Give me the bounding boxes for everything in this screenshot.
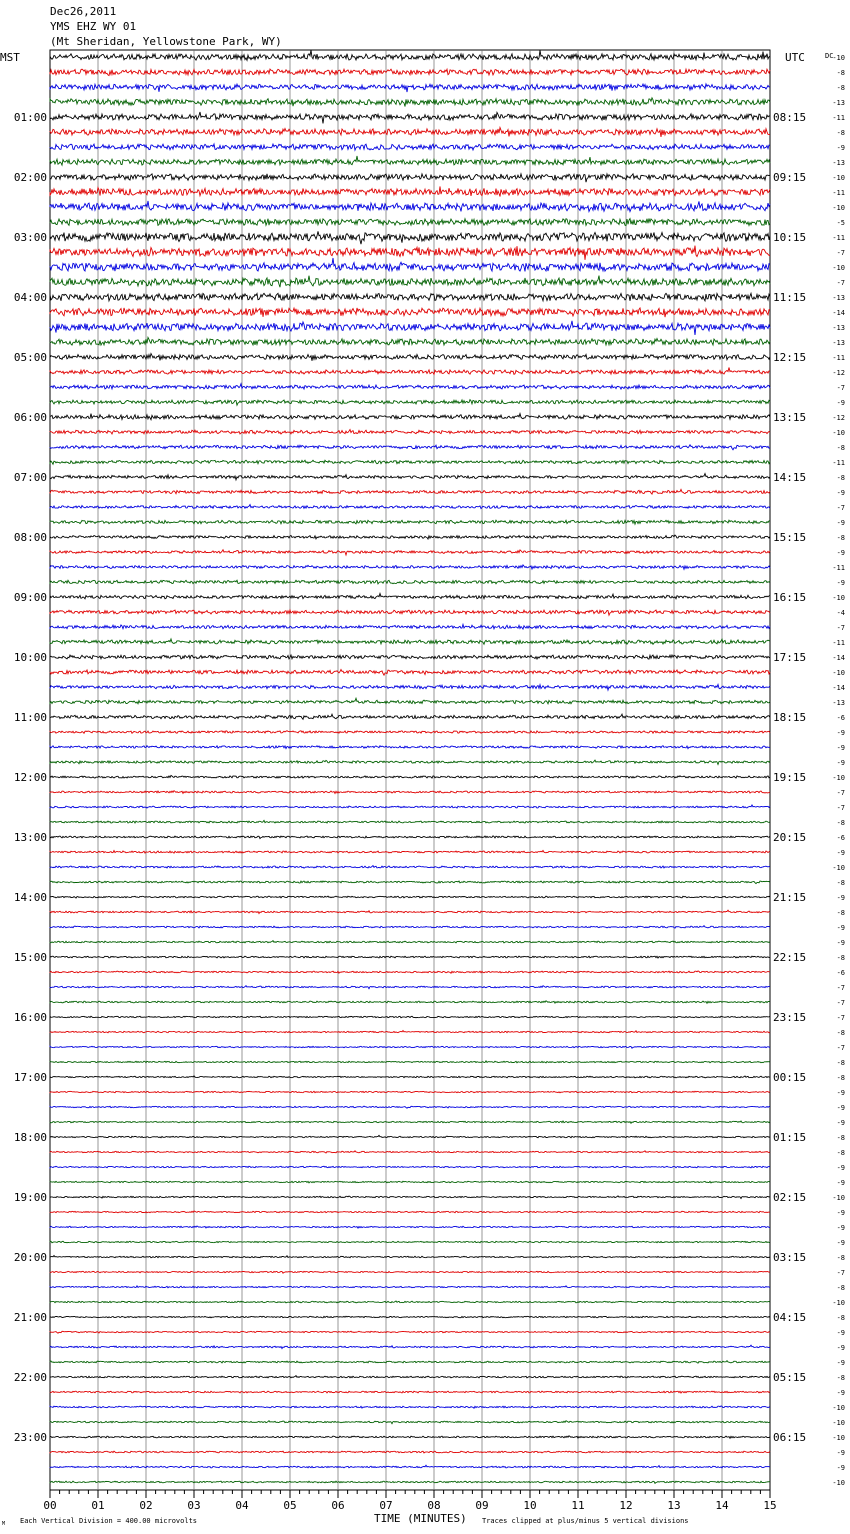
dc-offset-34: -11	[832, 564, 845, 572]
trace-23	[50, 400, 770, 406]
mst-hour-09:00: 09:00	[13, 591, 47, 604]
dc-offset-88: -8	[836, 1374, 845, 1382]
trace-16	[50, 293, 770, 301]
mst-hour-19:00: 19:00	[13, 1191, 47, 1204]
trace-30	[50, 505, 770, 509]
mst-hour-08:00: 08:00	[13, 531, 47, 544]
utc-hour-01:15: 01:15	[773, 1131, 807, 1144]
dc-offset-7: -13	[832, 159, 845, 167]
x-tick-label-02: 02	[139, 1499, 153, 1512]
dc-offset-49: -7	[836, 789, 845, 797]
utc-hour-03:15: 03:15	[773, 1251, 807, 1264]
mst-hour-14:00: 14:00	[13, 891, 47, 904]
trace-35	[50, 580, 770, 584]
dc-offset-56: -9	[836, 894, 845, 902]
dc-offset-58: -9	[836, 924, 845, 932]
mst-hour-03:00: 03:00	[13, 231, 47, 244]
x-axis-tick-labels	[43, 1499, 776, 1512]
trace-10	[50, 201, 770, 212]
utc-hour-04:15: 04:15	[773, 1311, 807, 1324]
trace-47	[50, 760, 770, 764]
dc-offset-68: -8	[836, 1074, 845, 1082]
mst-hour-02:00: 02:00	[13, 171, 47, 184]
utc-hour-13:15: 13:15	[773, 411, 807, 424]
trace-18	[50, 321, 770, 335]
dc-offset-39: -11	[832, 639, 845, 647]
trace-76	[50, 1196, 770, 1199]
mst-hour-17:00: 17:00	[13, 1071, 47, 1084]
utc-hour-18:15: 18:15	[773, 711, 807, 724]
trace-50	[50, 805, 770, 808]
trace-74	[50, 1166, 770, 1168]
x-tick-label-05: 05	[283, 1499, 297, 1512]
trace-3	[50, 98, 770, 107]
mst-hour-11:00: 11:00	[13, 711, 47, 724]
trace-89	[50, 1391, 770, 1393]
utc-hour-labels	[773, 111, 806, 1444]
x-tick-label-09: 09	[475, 1499, 489, 1512]
dc-offset-73: -8	[836, 1149, 845, 1157]
dc-offset-78: -9	[836, 1224, 845, 1232]
trace-17	[50, 308, 770, 317]
trace-36	[50, 593, 770, 598]
dc-offset-37: -4	[836, 609, 845, 617]
trace-52	[50, 836, 770, 839]
trace-14	[50, 258, 770, 271]
clip-note: Traces clipped at plus/minus 5 vertical divisions	[482, 1517, 689, 1525]
dc-offset-93: -9	[836, 1449, 845, 1457]
dc-offset-57: -8	[836, 909, 845, 917]
utc-hour-15:15: 15:15	[773, 531, 807, 544]
trace-48	[50, 775, 770, 778]
trace-92	[50, 1436, 770, 1439]
mst-hour-10:00: 10:00	[13, 651, 47, 664]
utc-hour-17:15: 17:15	[773, 651, 807, 664]
dc-offset-22: -7	[836, 384, 845, 392]
utc-hour-08:15: 08:15	[773, 111, 807, 124]
dc-offset-61: -6	[836, 969, 845, 977]
dc-offset-36: -10	[832, 594, 845, 602]
trace-19	[50, 337, 770, 345]
dc-offset-19: -13	[832, 339, 845, 347]
trace-40	[50, 655, 770, 659]
trace-38	[50, 624, 770, 629]
dc-label: DC	[825, 52, 834, 60]
trace-59	[50, 941, 770, 943]
mst-hour-05:00: 05:00	[13, 351, 47, 364]
dc-offset-12: -11	[832, 234, 845, 242]
trace-63	[50, 1001, 770, 1004]
location-title: (Mt Sheridan, Yellowstone Park, WY)	[50, 35, 282, 48]
dc-offset-2: -8	[836, 84, 845, 92]
dc-offset-27: -11	[832, 459, 845, 467]
trace-39	[50, 639, 770, 644]
dc-offset-54: -10	[832, 864, 845, 872]
trace-33	[50, 550, 770, 555]
dc-offset-9: -11	[832, 189, 845, 197]
x-axis-title: TIME (MINUTES)	[374, 1512, 467, 1525]
trace-85	[50, 1331, 770, 1333]
trace-79	[50, 1241, 770, 1243]
date-title: Dec26,2011	[50, 5, 117, 18]
x-tick-label-06: 06	[331, 1499, 345, 1512]
dc-offset-18: -13	[832, 324, 845, 332]
trace-77	[50, 1211, 770, 1213]
x-tick-label-01: 01	[91, 1499, 105, 1512]
dc-offset-45: -9	[836, 729, 845, 737]
dc-offset-21: -12	[832, 369, 845, 377]
trace-42	[50, 685, 770, 691]
mst-hour-04:00: 04:00	[13, 291, 47, 304]
utc-hour-14:15: 14:15	[773, 471, 807, 484]
dc-offset-42: -14	[832, 684, 845, 692]
dc-offset-13: -7	[836, 249, 845, 257]
dc-offset-64: -7	[836, 1014, 845, 1022]
mst-hour-12:00: 12:00	[13, 771, 47, 784]
dc-offset-8: -10	[832, 174, 845, 182]
trace-9	[50, 186, 770, 196]
trace-58	[50, 926, 770, 929]
dc-offset-86: -9	[836, 1344, 845, 1352]
dc-offset-28: -8	[836, 474, 845, 482]
dc-offset-81: -7	[836, 1269, 845, 1277]
trace-46	[50, 746, 770, 749]
trace-80	[50, 1255, 770, 1257]
dc-offset-14: -10	[832, 264, 845, 272]
dc-offset-26: -8	[836, 444, 845, 452]
dc-offset-91: -10	[832, 1419, 845, 1427]
dc-offset-72: -8	[836, 1134, 845, 1142]
trace-66	[50, 1046, 770, 1048]
trace-37	[50, 610, 770, 615]
trace-29	[50, 489, 770, 494]
dc-offset-16: -13	[832, 294, 845, 302]
corner-mark: M	[2, 1521, 6, 1527]
dc-offset-43: -13	[832, 699, 845, 707]
dc-offset-75: -9	[836, 1179, 845, 1187]
dc-offset-60: -8	[836, 954, 845, 962]
trace-4	[50, 112, 770, 123]
x-tick-label-12: 12	[619, 1499, 633, 1512]
trace-51	[50, 820, 770, 823]
trace-6	[50, 144, 770, 150]
trace-57	[50, 910, 770, 913]
dc-offset-46: -9	[836, 744, 845, 752]
mst-hour-labels	[14, 111, 47, 1444]
trace-95	[50, 1481, 770, 1483]
trace-34	[50, 565, 770, 569]
trace-13	[50, 246, 770, 260]
trace-21	[50, 367, 770, 374]
trace-71	[50, 1121, 770, 1123]
dc-offset-83: -10	[832, 1299, 845, 1307]
dc-offset-71: -9	[836, 1119, 845, 1127]
utc-hour-05:15: 05:15	[773, 1371, 807, 1384]
dc-offset-25: -10	[832, 429, 845, 437]
x-tick-label-14: 14	[715, 1499, 729, 1512]
dc-offset-15: -7	[836, 279, 845, 287]
mst-label: MST	[0, 51, 20, 64]
dc-offset-87: -9	[836, 1359, 845, 1367]
trace-25	[50, 430, 770, 434]
dc-offset-51: -8	[836, 819, 845, 827]
trace-75	[50, 1181, 770, 1183]
trace-91	[50, 1421, 770, 1424]
x-tick-label-11: 11	[571, 1499, 585, 1512]
trace-64	[50, 1016, 770, 1018]
dc-offset-38: -7	[836, 624, 845, 632]
dc-offset-89: -9	[836, 1389, 845, 1397]
mst-hour-22:00: 22:00	[13, 1371, 47, 1384]
dc-offset-40: -14	[832, 654, 845, 662]
dc-offset-53: -9	[836, 849, 845, 857]
dc-offset-80: -8	[836, 1254, 845, 1262]
trace-55	[50, 881, 770, 884]
mst-hour-13:00: 13:00	[13, 831, 47, 844]
dc-offset-44: -6	[836, 714, 845, 722]
trace-12	[50, 231, 770, 244]
dc-offset-69: -9	[836, 1089, 845, 1097]
trace-82	[50, 1286, 770, 1288]
utc-hour-06:15: 06:15	[773, 1431, 807, 1444]
dc-offset-29: -9	[836, 489, 845, 497]
dc-offset-92: -10	[832, 1434, 845, 1442]
trace-78	[50, 1226, 770, 1228]
trace-49	[50, 791, 770, 794]
dc-offset-55: -8	[836, 879, 845, 887]
trace-87	[50, 1361, 770, 1364]
x-tick-label-15: 15	[763, 1499, 777, 1512]
trace-11	[50, 218, 770, 225]
trace-73	[50, 1151, 770, 1153]
dc-offset-84: -8	[836, 1314, 845, 1322]
dc-offset-24: -12	[832, 414, 845, 422]
mst-hour-15:00: 15:00	[13, 951, 47, 964]
trace-94	[50, 1465, 770, 1468]
trace-62	[50, 986, 770, 989]
dc-offset-35: -9	[836, 579, 845, 587]
dc-offset-63: -7	[836, 999, 845, 1007]
x-tick-label-03: 03	[187, 1499, 201, 1512]
trace-60	[50, 956, 770, 958]
utc-label: UTC	[785, 51, 805, 64]
dc-offset-82: -8	[836, 1284, 845, 1292]
dc-offset-20: -11	[832, 354, 845, 362]
dc-offset-90: -10	[832, 1404, 845, 1412]
station-title: YMS EHZ WY 01	[50, 20, 137, 33]
mst-hour-21:00: 21:00	[13, 1311, 47, 1324]
trace-72	[50, 1135, 770, 1137]
x-tick-label-10: 10	[523, 1499, 537, 1512]
trace-41	[50, 670, 770, 676]
mst-hour-18:00: 18:00	[13, 1131, 47, 1144]
dc-offset-70: -9	[836, 1104, 845, 1112]
utc-hour-00:15: 00:15	[773, 1071, 807, 1084]
utc-hour-22:15: 22:15	[773, 951, 807, 964]
trace-56	[50, 896, 770, 898]
trace-22	[50, 384, 770, 389]
trace-53	[50, 850, 770, 853]
utc-hour-16:15: 16:15	[773, 591, 807, 604]
dc-offset-33: -9	[836, 549, 845, 557]
trace-7	[50, 156, 770, 165]
dc-offset-1: -8	[836, 69, 845, 77]
trace-20	[50, 354, 770, 361]
trace-45	[50, 731, 770, 734]
x-tick-label-00: 00	[43, 1499, 57, 1512]
trace-83	[50, 1301, 770, 1303]
utc-hour-10:15: 10:15	[773, 231, 807, 244]
dc-offset-4: -11	[832, 114, 845, 122]
trace-81	[50, 1271, 770, 1273]
mst-hour-23:00: 23:00	[13, 1431, 47, 1444]
dc-offset-95: -10	[832, 1479, 845, 1487]
dc-offset-0: -10	[832, 54, 845, 62]
trace-93	[50, 1451, 770, 1453]
dc-offset-6: -9	[836, 144, 845, 152]
trace-28	[50, 474, 770, 480]
dc-offset-50: -7	[836, 804, 845, 812]
utc-hour-20:15: 20:15	[773, 831, 807, 844]
trace-44	[50, 714, 770, 719]
dc-offset-5: -8	[836, 129, 845, 137]
dc-offset-94: -9	[836, 1464, 845, 1472]
trace-15	[50, 276, 770, 288]
x-tick-label-07: 07	[379, 1499, 393, 1512]
dc-offset-52: -6	[836, 834, 845, 842]
dc-offset-labels	[832, 54, 845, 1487]
trace-54	[50, 866, 770, 869]
utc-hour-23:15: 23:15	[773, 1011, 807, 1024]
dc-offset-32: -8	[836, 534, 845, 542]
dc-offset-77: -9	[836, 1209, 845, 1217]
trace-32	[50, 535, 770, 539]
dc-offset-76: -10	[832, 1194, 845, 1202]
trace-27	[50, 460, 770, 464]
dc-offset-23: -9	[836, 399, 845, 407]
trace-24	[50, 414, 770, 420]
trace-90	[50, 1406, 770, 1408]
mst-hour-16:00: 16:00	[13, 1011, 47, 1024]
dc-offset-65: -8	[836, 1029, 845, 1037]
trace-67	[50, 1061, 770, 1063]
dc-offset-31: -9	[836, 519, 845, 527]
utc-hour-09:15: 09:15	[773, 171, 807, 184]
x-tick-label-13: 13	[667, 1499, 681, 1512]
dc-offset-79: -9	[836, 1239, 845, 1247]
trace-1	[50, 69, 770, 75]
trace-61	[50, 971, 770, 973]
dc-offset-48: -10	[832, 774, 845, 782]
trace-84	[50, 1316, 770, 1318]
dc-offset-11: -5	[836, 219, 845, 227]
mst-hour-20:00: 20:00	[13, 1251, 47, 1264]
dc-offset-66: -7	[836, 1044, 845, 1052]
dc-offset-10: -10	[832, 204, 845, 212]
trace-43	[50, 698, 770, 704]
dc-offset-74: -9	[836, 1164, 845, 1172]
trace-2	[50, 84, 770, 92]
trace-70	[50, 1106, 770, 1108]
trace-5	[50, 128, 770, 137]
trace-26	[50, 445, 770, 450]
seismic-traces	[50, 50, 770, 1483]
trace-0	[50, 50, 770, 60]
trace-31	[50, 520, 770, 524]
dc-offset-41: -10	[832, 669, 845, 677]
x-tick-label-08: 08	[427, 1499, 441, 1512]
dc-offset-30: -7	[836, 504, 845, 512]
dc-offset-17: -14	[832, 309, 845, 317]
mst-hour-07:00: 07:00	[13, 471, 47, 484]
utc-hour-02:15: 02:15	[773, 1191, 807, 1204]
mst-hour-01:00: 01:00	[13, 111, 47, 124]
trace-88	[50, 1376, 770, 1378]
trace-69	[50, 1091, 770, 1093]
dc-offset-85: -9	[836, 1329, 845, 1337]
trace-8	[50, 174, 770, 182]
dc-offset-3: -13	[832, 99, 845, 107]
dc-offset-62: -7	[836, 984, 845, 992]
utc-hour-21:15: 21:15	[773, 891, 807, 904]
x-tick-label-04: 04	[235, 1499, 249, 1512]
trace-86	[50, 1345, 770, 1348]
utc-hour-11:15: 11:15	[773, 291, 807, 304]
trace-65	[50, 1030, 770, 1032]
mst-hour-06:00: 06:00	[13, 411, 47, 424]
scale-note: Each Vertical Division = 400.00 microvolts	[20, 1517, 198, 1525]
dc-offset-67: -8	[836, 1059, 845, 1067]
utc-hour-12:15: 12:15	[773, 351, 807, 364]
utc-hour-19:15: 19:15	[773, 771, 807, 784]
dc-offset-59: -9	[836, 939, 845, 947]
trace-68	[50, 1076, 770, 1078]
dc-offset-47: -9	[836, 759, 845, 767]
x-axis-ticks	[50, 1490, 770, 1498]
